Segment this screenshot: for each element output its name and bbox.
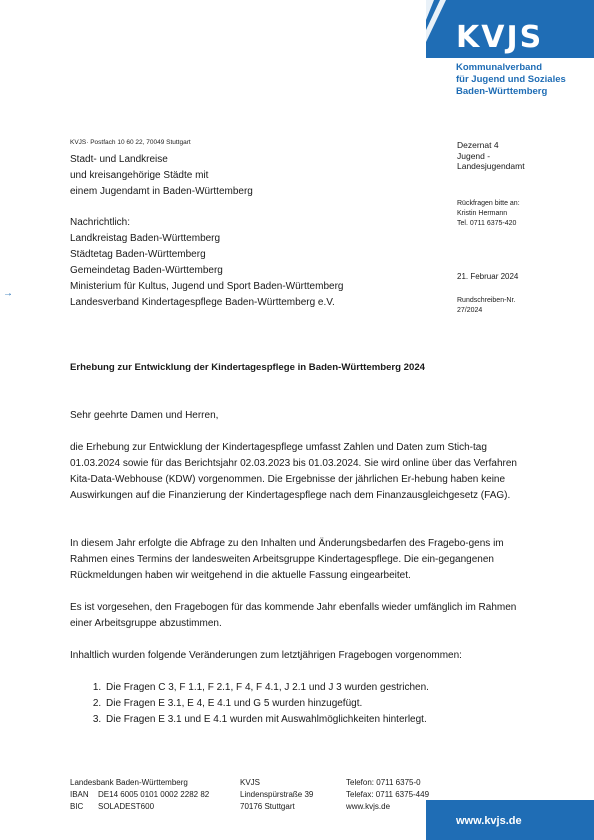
- list-item: 1. Die Fragen C 3, F 1.1, F 2.1, F 4, F 4.1, J 2.1 und J 3 wurden gestrichen.: [104, 680, 534, 696]
- changes-list: [70, 680, 534, 728]
- department-info: Dezernat 4 Jugend - Landesjugendamt: [457, 140, 525, 171]
- paragraph-4: Inhaltlich wurden folgende Veränderungen zum letztjährigen Fragebogen vorgenommen:: [70, 650, 462, 661]
- letter-subject: Erhebung zur Entwicklung der Kindertagespflege in Baden-Württemberg 2024: [70, 362, 426, 373]
- fold-mark-arrow-icon: →: [3, 288, 13, 299]
- web-banner-link[interactable]: www.kvjs.de: [456, 815, 522, 827]
- paragraph-3: Es ist vorgesehen, den Fragebogen für das kommende Jahr ebenfalls wieder umfänglich im Rahmen einer Arbeitsgruppe abzustimmen.: [70, 602, 517, 629]
- reference-number: Rundschreiben-Nr. 27/2024: [457, 297, 516, 314]
- footer-web-link[interactable]: www.kvjs.de: [346, 802, 391, 811]
- list-item: 2. Die Fragen E 3.1, E 4, E 4.1 und G 5 wurden hinzugefügt.: [104, 696, 534, 712]
- paragraph-1: die Erhebung zur Entwicklung der Kindertagespflege umfasst Zahlen und Daten zum Stich-tag 01.03.2024 sowie für das Berichtsjahr 02.03.2023 bis 01.03.2024. Sie wird online über das Verfahren Kita-Data-Webhouse (KDW) vorgenommen. Die Ergebnisse der jährlichen Er-hebung haben keine Auswirkungen auf die Finanzierung der Kindertagespflege nach dem Finanzausgleichgesetz (FAG).: [70, 442, 517, 501]
- contact-info: Rückfragen bitte an: Kristin Hermann Tel. 0711 6375-420: [457, 200, 520, 227]
- footer-bank: Landesbank Baden-Württemberg IBAN DE14 6005 0101 0002 2282 82 BIC SOLADEST600: [70, 778, 210, 811]
- paragraph-2: In diesem Jahr erfolgte die Abfrage zu den Inhalten und Änderungsbedarfen des Fragebo-gens im Rahmen eines Termins der landesweiten Arbeitsgruppe Kindertagespflege. Die ein-gegangenen Rückmeldungen haben wir weitgehend in die aktuelle Fassung eingearbeitet.: [70, 538, 504, 581]
- footer-contact: Telefon: 0711 6375-0 Telefax: 0711 6375-449 www.kvjs.de: [346, 778, 430, 811]
- logo-acronym: KVJS: [456, 20, 544, 55]
- letter-date: 21. Februar 2024: [457, 272, 519, 281]
- recipient-address: Stadt- und Landkreise und kreisangehörige Städte mit einem Jugendamt in Baden-Württemberg: [70, 154, 253, 197]
- list-item: 3. Die Fragen E 3.1 und E 4.1 wurden mit Auswahlmöglichkeiten hinterlegt.: [104, 712, 534, 728]
- cc-list: Nachrichtlich: Landkreistag Baden-Württemberg Städtetag Baden-Württemberg Gemeindetag Baden-Württemberg Ministerium für Kultus, Jugend und Sport Baden-Württemberg Landesverband Kindertagespflege Baden-Württemberg e.V.: [70, 217, 344, 308]
- sender-line: KVJS· Postfach 10 60 22, 70049 Stuttgart: [70, 139, 191, 146]
- salutation: Sehr geehrte Damen und Herren,: [70, 410, 219, 421]
- footer-address: KVJS Lindenspürstraße 39 70176 Stuttgart: [240, 778, 314, 811]
- logo-org-name: Kommunalverband für Jugend und Soziales Baden-Württemberg: [456, 62, 566, 97]
